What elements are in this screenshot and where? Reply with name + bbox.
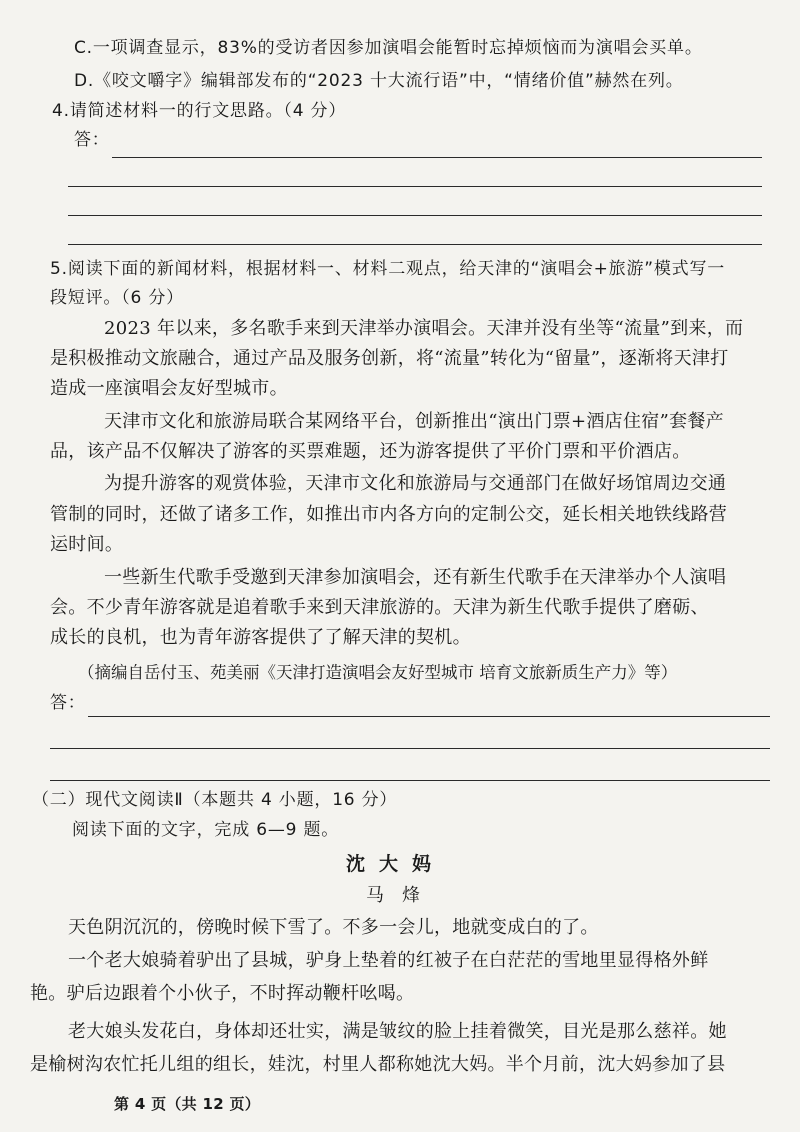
story-line: 一个老大娘骑着驴出了县城，驴身上垫着的红被子在白茫茫的雪地里显得格外鲜 — [68, 950, 709, 971]
story-line: 天色阴沉沉的，傍晚时候下雪了。不多一会儿，地就变成白的了。 — [68, 917, 599, 938]
story-title: 沈大妈 — [346, 853, 446, 875]
page-number: 第 4 页（共 12 页） — [114, 1095, 261, 1113]
material-line: 运时间。 — [50, 534, 124, 555]
question-4: 4.请简述材料一的行文思路。（4 分） — [52, 101, 347, 121]
question-5-line1: 5.阅读下面的新闻材料，根据材料一、材料二观点，给天津的“演唱会+旅游”模式写一 — [50, 259, 726, 279]
material-line: 2023 年以来，多名歌手来到天津举办演唱会。天津并没有坐等“流量”到来，而 — [104, 318, 744, 339]
material-line: 为提升游客的观赏体验，天津市文化和旅游局与交通部门在做好场馆周边交通 — [104, 473, 727, 494]
story-line: 艳。驴后边跟着个小伙子，不时挥动鞭杆吆喝。 — [30, 983, 415, 1004]
option-c: C.一项调查显示，83%的受访者因参加演唱会能暂时忘掉烦恼而为演唱会买单。 — [74, 38, 703, 58]
material-line: 成长的良机，也为青年游客提供了了解天津的契机。 — [50, 627, 471, 648]
q4-answer-line[interactable] — [68, 244, 762, 245]
q4-answer-line[interactable] — [68, 215, 762, 216]
q5-answer-line[interactable] — [50, 748, 770, 749]
story-line: 老大娘头发花白，身体却还壮实，满是皱纹的脸上挂着微笑，目光是那么慈祥。她 — [68, 1021, 727, 1042]
material-line: 天津市文化和旅游局联合某网络平台，创新推出“演出门票+酒店住宿”套餐产 — [104, 411, 724, 432]
material-line: 是积极推动文旅融合，通过产品及服务创新，将“流量”转化为“留量”，逐渐将天津打 — [50, 348, 729, 369]
q5-answer-line[interactable] — [50, 780, 770, 781]
material-line: 会。不少青年游客就是追着歌手来到天津旅游的。天津为新生代歌手提供了磨砺、 — [50, 597, 709, 618]
material-source: （摘编自岳付玉、苑美丽《天津打造演唱会友好型城市 培育文旅新质生产力》等） — [78, 663, 678, 682]
material-line: 管制的同时，还做了诸多工作，如推出市内各方向的定制公交，延长相关地铁线路营 — [50, 504, 728, 525]
material-line: 品，该产品不仅解决了游客的买票难题，还为游客提供了平价门票和平价酒店。 — [50, 441, 691, 462]
material-line: 造成一座演唱会友好型城市。 — [50, 378, 288, 399]
material-line: 一些新生代歌手受邀到天津参加演唱会，还有新生代歌手在天津举办个人演唱 — [104, 567, 727, 588]
q4-answer-label: 答： — [74, 130, 110, 150]
question-5-line2: 段短评。（6 分） — [50, 288, 184, 308]
q5-answer-label: 答： — [50, 693, 86, 713]
q4-answer-line[interactable] — [68, 186, 762, 187]
q4-answer-line[interactable] — [112, 157, 762, 158]
option-d: D.《咬文嚼字》编辑部发布的“2023 十大流行语”中，“情绪价值”赫然在列。 — [74, 71, 684, 91]
section-heading: （二）现代文阅读Ⅱ（本题共 4 小题，16 分） — [32, 790, 398, 810]
story-author: 马烽 — [366, 885, 438, 906]
section-instruction: 阅读下面的文字，完成 6—9 题。 — [72, 820, 340, 840]
q5-answer-line[interactable] — [88, 716, 770, 717]
story-line: 是榆树沟农忙托儿组的组长，娃沈，村里人都称她沈大妈。半个月前，沈大妈参加了县 — [30, 1054, 726, 1075]
